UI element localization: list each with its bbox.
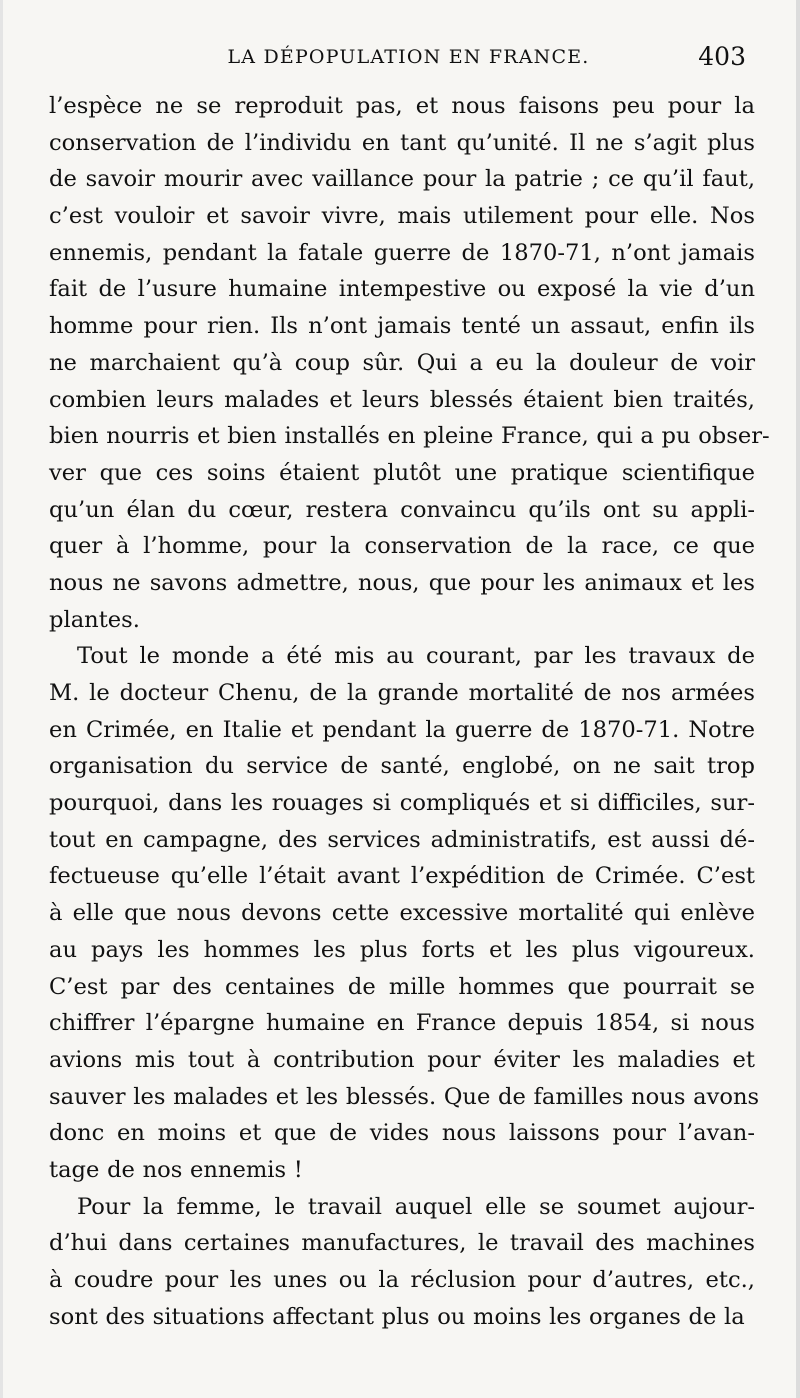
text-line: chiffrer l’épargne humaine en France depuis 1854, si nous (49, 1010, 755, 1037)
text-line: Pour la femme, le travail auquel elle se soumet aujour- (77, 1193, 755, 1220)
text-line: plantes. (49, 606, 140, 633)
text-line: ennemis, pendant la fatale guerre de 1870-71, n’ont jamais (49, 239, 755, 266)
text-line: M. le docteur Chenu, de la grande mortalité de nos armées (49, 680, 755, 706)
text-line: de savoir mourir avec vaillance pour la patrie ; ce qu’il faut, (49, 166, 755, 193)
text-line: ver que ces soins étaient plutôt une pratique scientifique (49, 459, 755, 486)
text-line: bien nourris et bien installés en pleine France, qui a pu obser- (49, 423, 770, 450)
text-line: l’espèce ne se reproduit pas, et nous faisons peu pour la (49, 93, 755, 119)
text-line: conservation de l’individu en tant qu’unité. Il ne s’agit plus (49, 129, 755, 156)
text-line: à coudre pour les unes ou la réclusion pour d’autres, etc., (49, 1267, 755, 1293)
body-text (49, 88, 770, 1335)
text-line: C’est par des centaines de mille hommes que pourrait se (49, 973, 755, 1000)
text-line: sauver les malades et les blessés. Que de familles nous avons (49, 1083, 760, 1110)
text-line: fectueuse qu’elle l’était avant l’expédition de Crimée. C’est (49, 863, 755, 890)
text-line: nous ne savons admettre, nous, que pour les animaux et les (49, 569, 755, 596)
text-line: en Crimée, en Italie et pendant la guerre de 1870-71. Notre (49, 716, 755, 743)
paragraph (49, 1189, 755, 1336)
paragraph (49, 638, 760, 1188)
text-line: à elle que nous devons cette excessive mortalité qui enlève (49, 900, 755, 927)
text-line: avions mis tout à contribution pour éviter les maladies et (49, 1046, 755, 1073)
paragraph (49, 88, 770, 638)
text-line: combien leurs malades et leurs blessés étaient bien traités, (49, 386, 755, 413)
page-number: 403 (698, 42, 746, 71)
text-line: tout en campagne, des services administratifs, est aussi dé- (49, 826, 755, 853)
text-line: ne marchaient qu’à coup sûr. Qui a eu la douleur de voir (49, 349, 755, 376)
text-line: c’est vouloir et savoir vivre, mais utilement pour elle. Nos (49, 203, 755, 230)
text-line: quer à l’homme, pour la conservation de la race, ce que (49, 533, 755, 560)
text-line: d’hui dans certaines manufactures, le travail des machines (49, 1230, 755, 1257)
text-line: organisation du service de santé, englobé, on ne sait trop (49, 753, 755, 780)
running-title: LA DÉPOPULATION EN FRANCE. (227, 46, 590, 68)
text-line: Tout le monde a été mis au courant, par les travaux de (77, 643, 755, 670)
text-line: tage de nos ennemis ! (49, 1156, 303, 1183)
text-line: fait de l’usure humaine intempestive ou exposé la vie d’un (49, 276, 755, 303)
text-line: homme pour rien. Ils n’ont jamais tenté un assaut, enfin ils (49, 313, 755, 340)
text-line: donc en moins et que de vides nous laissons pour l’avan- (49, 1120, 755, 1147)
text-line: qu’un élan du cœur, restera convaincu qu’ils ont su appli- (49, 496, 755, 523)
text-line: pourquoi, dans les rouages si compliqués et si difficiles, sur- (49, 790, 755, 817)
page-header (49, 40, 748, 76)
text-line: sont des situations affectant plus ou moins les organes de la (49, 1303, 745, 1330)
text-line: au pays les hommes les plus forts et les plus vigoureux. (49, 936, 755, 963)
